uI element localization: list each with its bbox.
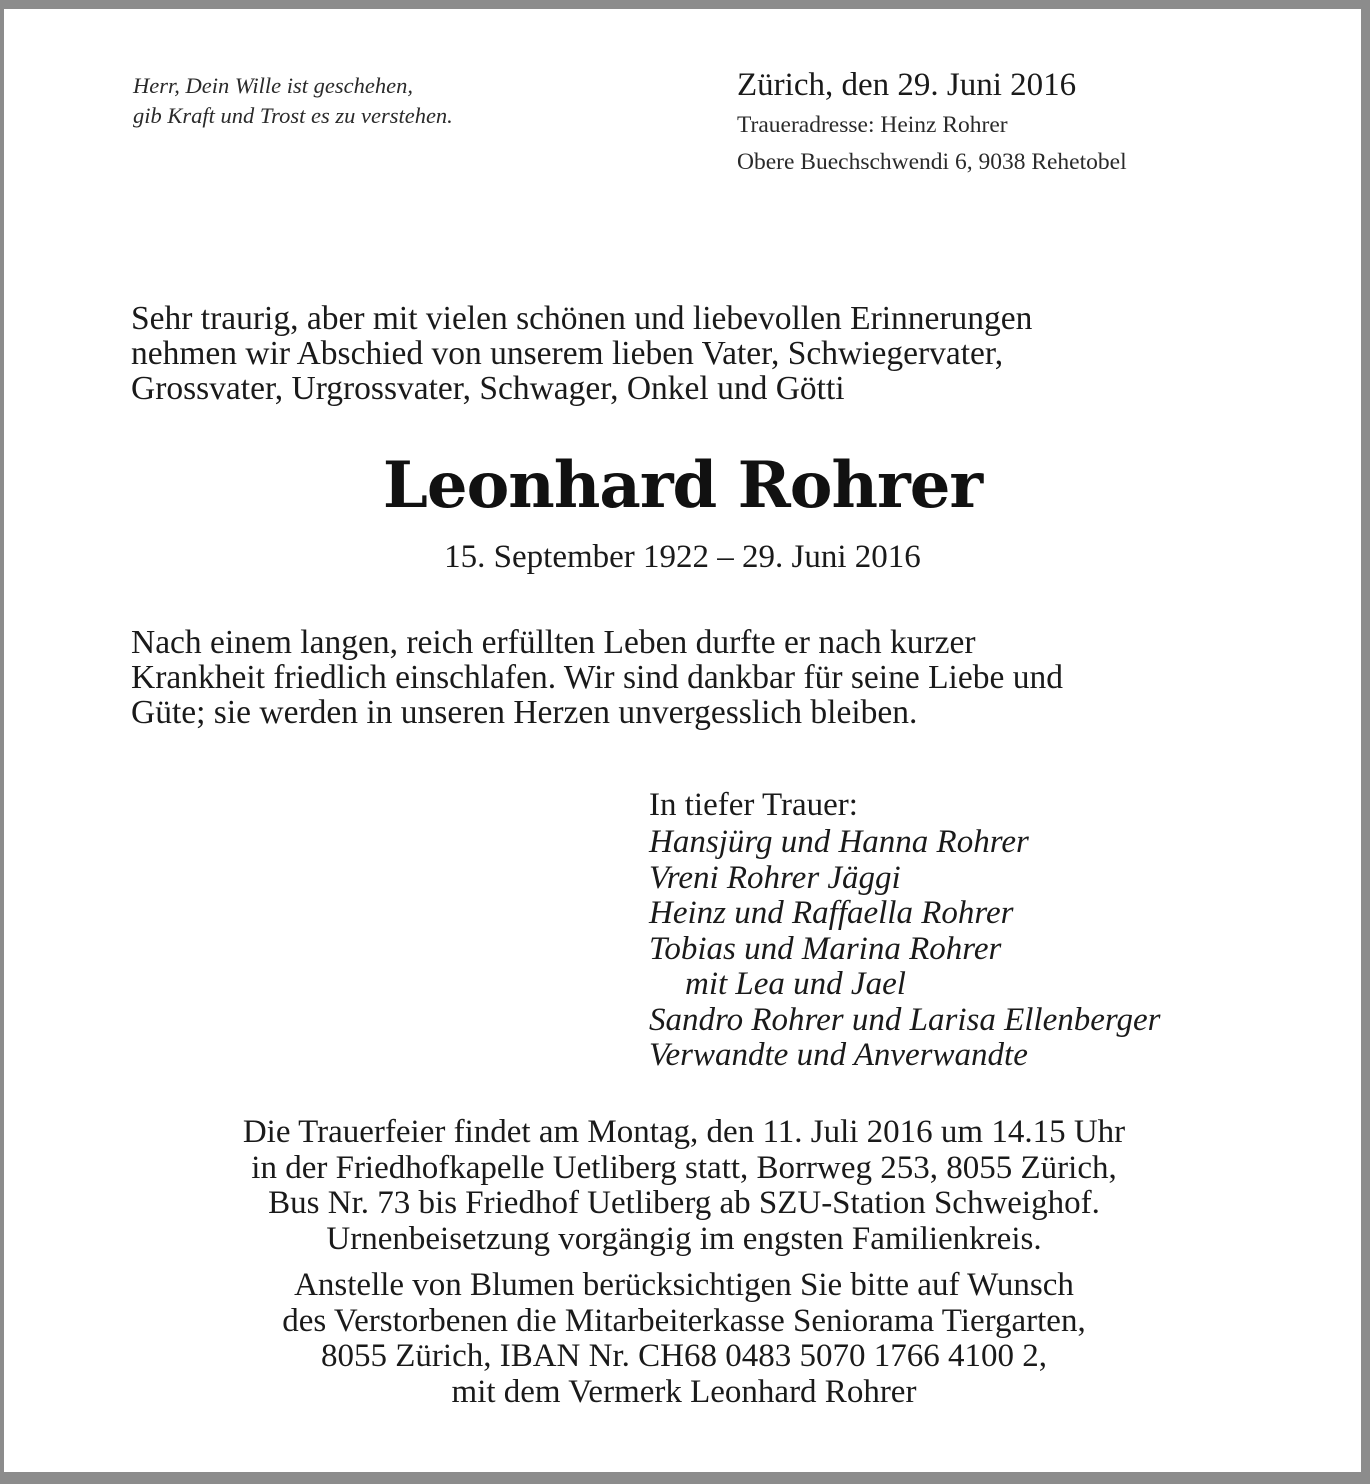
donation-line: Anstelle von Blumen berücksichtigen Sie bitte auf Wunsch	[294, 1267, 1074, 1303]
obituary-page	[4, 9, 1361, 1472]
motto-line: gib Kraft und Trost es zu verstehen.	[133, 103, 453, 128]
mourner-name: Heinz und Raffaella Rohrer	[649, 895, 1014, 931]
message-paragraph	[131, 625, 1241, 730]
life-dates: 15. September 1922 – 29. Juni 2016	[444, 539, 921, 575]
mourners-list	[649, 825, 1289, 1074]
ceremony-line: Die Trauerfeier findet am Montag, den 11. Juli 2016 um 14.15 Uhr	[242, 1114, 1126, 1150]
deceased-name: Leonhard Rohrer	[382, 448, 983, 523]
ceremony-line: Urnenbeisetzung vorgängig im engsten Familienkreis.	[326, 1220, 1042, 1257]
mourner-name: Sandro Rohrer und Larisa Ellenberger	[649, 1001, 1161, 1038]
intro-line: nehmen wir Abschied von unserem lieben Vater, Schwiegervater,	[131, 335, 1004, 372]
mourner-name: Verwandte und Anverwandte	[649, 1037, 1028, 1073]
mourning-heading: In tiefer Trauer:	[649, 787, 858, 823]
ceremony-line: Bus Nr. 73 bis Friedhof Uetliberg ab SZU-Station Schweighof.	[268, 1185, 1100, 1221]
mourning-address: Obere Buechschwendi 6, 9038 Rehetobel	[737, 149, 1127, 175]
mourning-address-label: Traueradresse: Heinz Rohrer	[737, 112, 1008, 138]
message-line: Nach einem langen, reich erfüllten Leben durfte er nach kurzer	[131, 624, 976, 661]
mourner-name: mit Lea und Jael	[685, 966, 906, 1002]
donation-line: des Verstorbenen die Mitarbeiterkasse Seniorama Tiergarten,	[282, 1302, 1086, 1339]
ceremony-info	[44, 1115, 1324, 1257]
donation-line: 8055 Zürich, IBAN Nr. CH68 0483 5070 1766 4100 2,	[321, 1338, 1047, 1374]
intro-line: Grossvater, Urgrossvater, Schwager, Onkel und Götti	[131, 370, 845, 407]
message-line: Güte; sie werden in unseren Herzen unvergesslich bleiben.	[131, 694, 918, 731]
dateline: Zürich, den 29. Juni 2016	[737, 67, 1077, 103]
donation-line: mit dem Vermerk Leonhard Rohrer	[451, 1373, 917, 1410]
intro-paragraph	[131, 301, 1241, 406]
intro-line: Sehr traurig, aber mit vielen schönen und liebevollen Erinnerungen	[131, 300, 1033, 337]
mourner-name: Hansjürg und Hanna Rohrer	[649, 824, 1029, 860]
donation-info	[44, 1268, 1324, 1410]
motto-line: Herr, Dein Wille ist geschehen,	[133, 73, 413, 98]
message-line: Krankheit friedlich einschlafen. Wir sind dankbar für seine Liebe und	[131, 659, 1063, 696]
mourner-name: Vreni Rohrer Jäggi	[649, 859, 901, 896]
mourner-name: Tobias und Marina Rohrer	[649, 930, 1002, 967]
ceremony-line: in der Friedhofkapelle Uetliberg statt, Borrweg 253, 8055 Zürich,	[251, 1149, 1117, 1186]
motto-verse	[133, 71, 693, 131]
